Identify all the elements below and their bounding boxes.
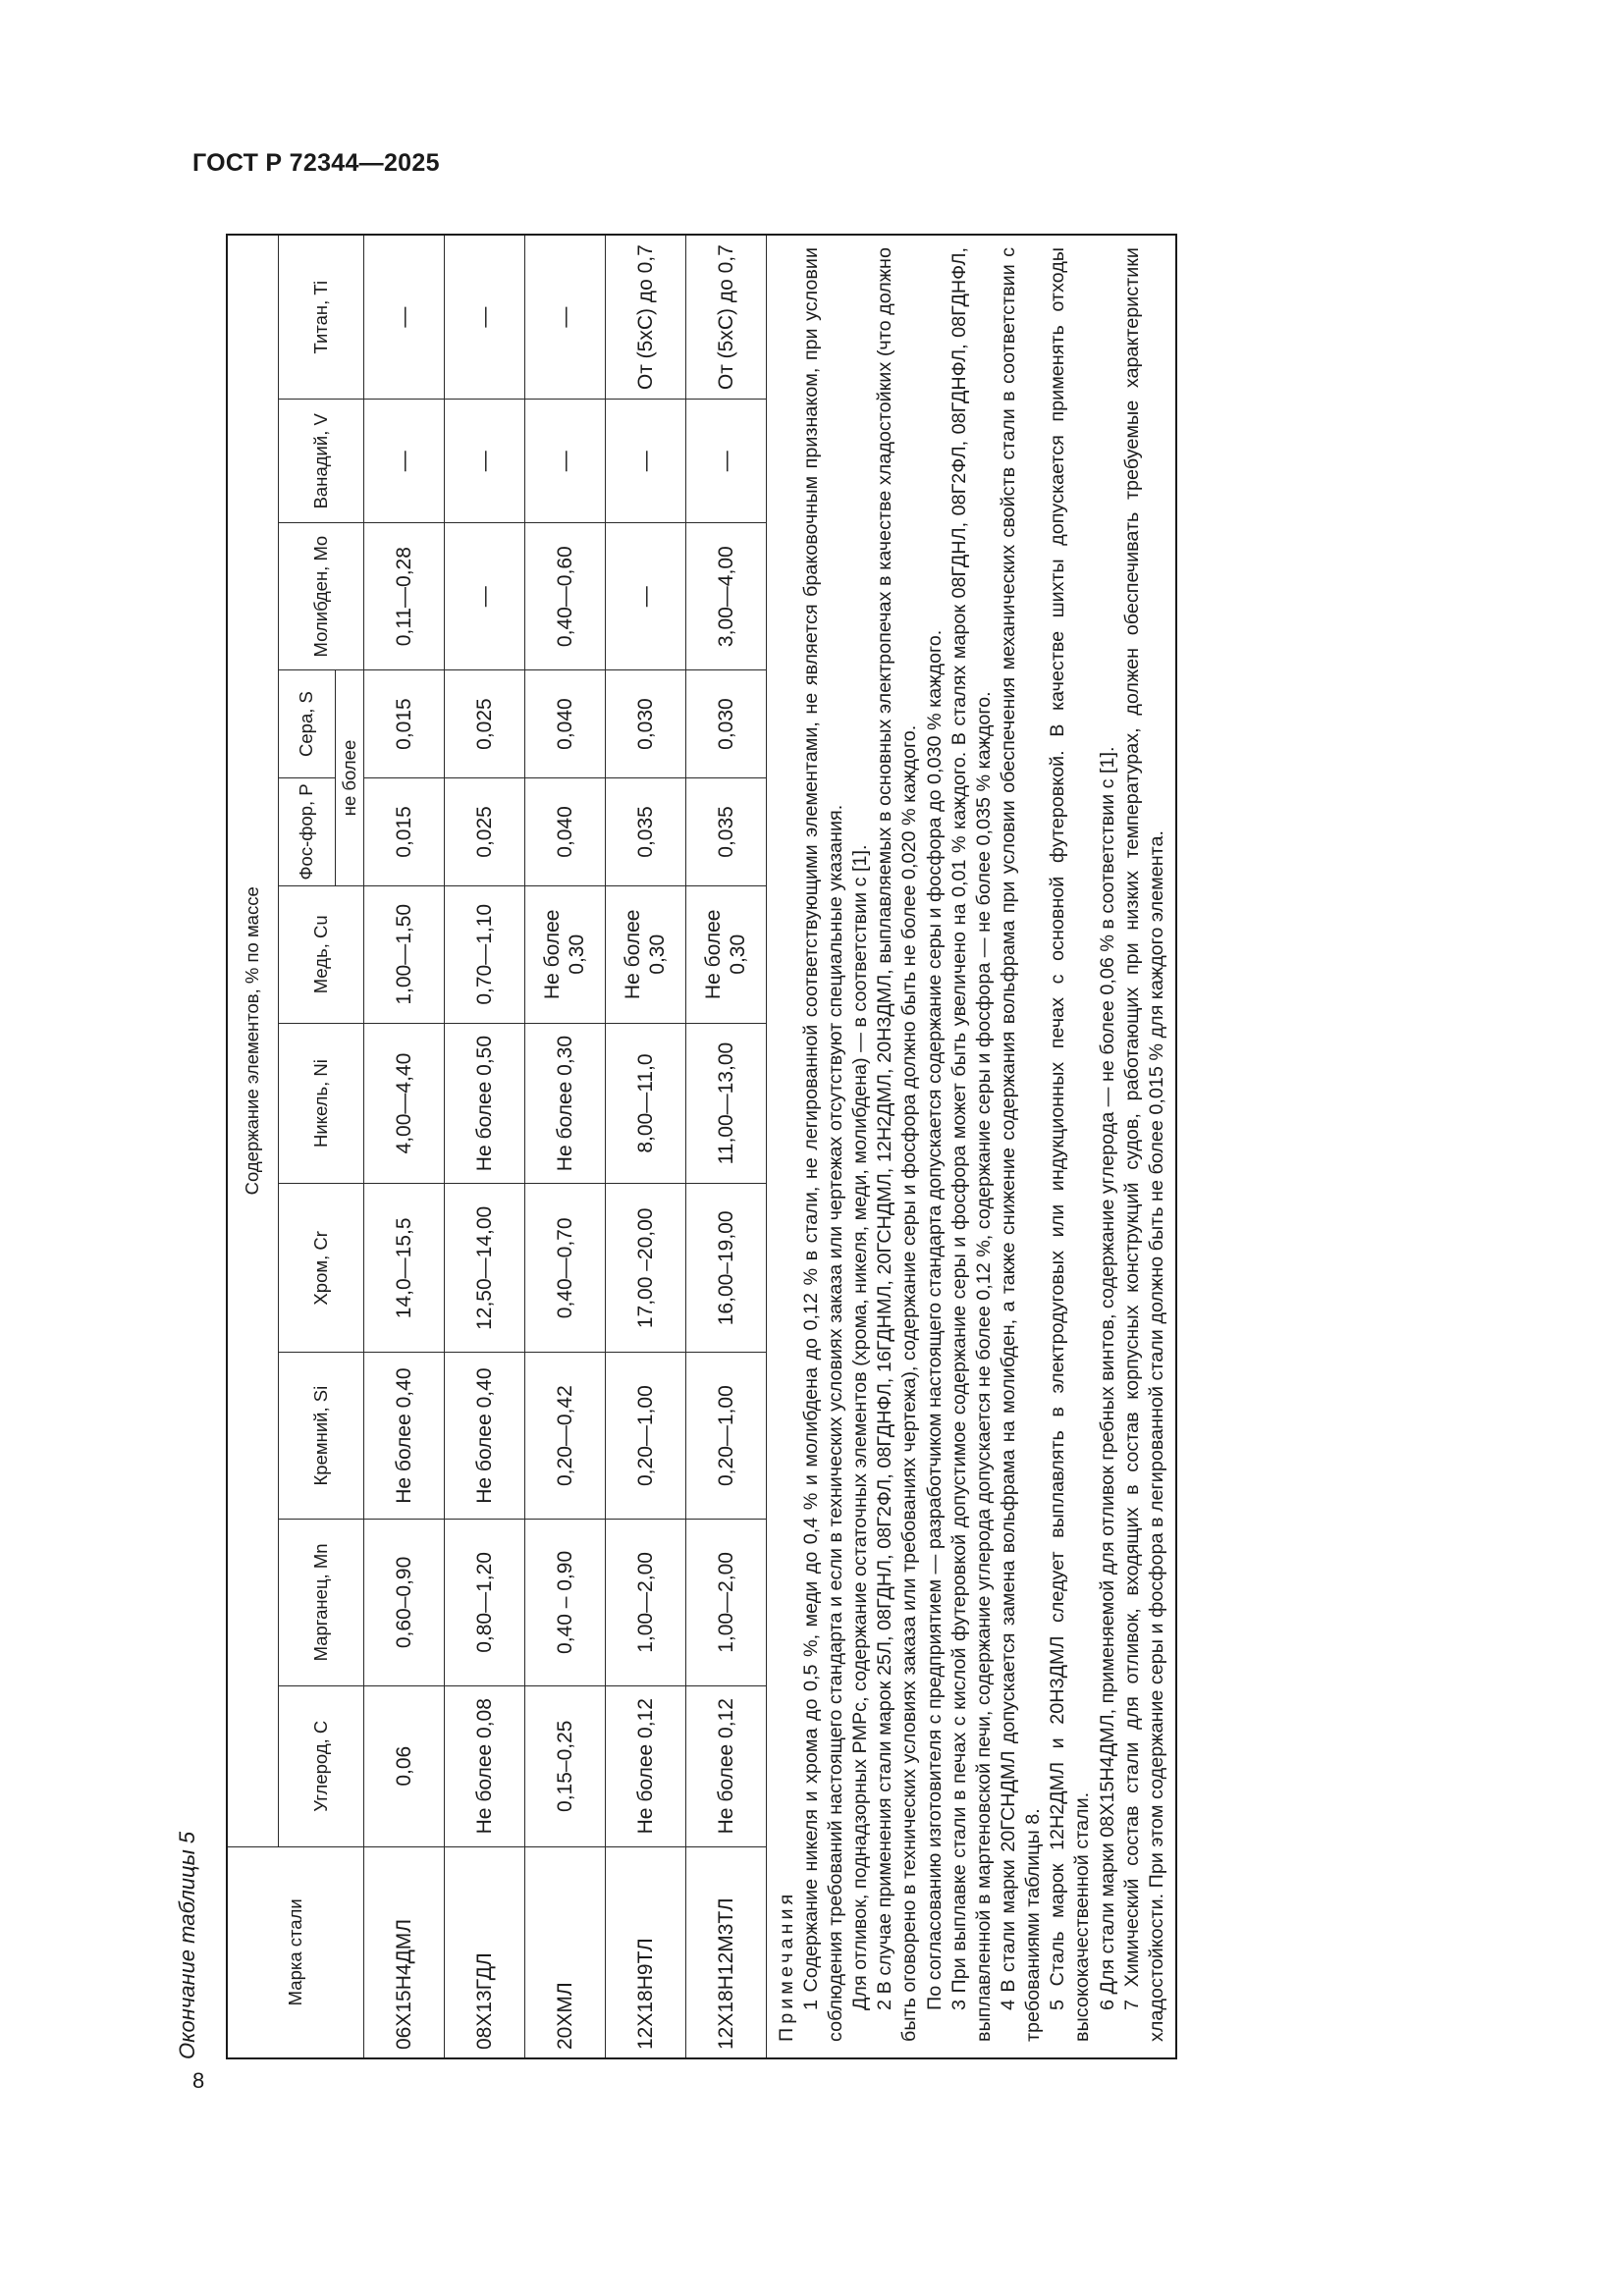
cell-grade: 12Х18Н9ТЛ xyxy=(605,1846,685,2058)
table-cell: 4,00—4,40 xyxy=(363,1023,444,1184)
table-cell: 0,20—1,00 xyxy=(685,1353,766,1520)
table-cell: 0,70—1,10 xyxy=(444,885,524,1023)
group-header: Содержание элементов, % по массе xyxy=(227,235,278,1846)
table-cell: 0,20—1,00 xyxy=(605,1353,685,1520)
table-cell: 0,80—1,20 xyxy=(444,1520,524,1686)
table-cell: — xyxy=(685,400,766,523)
col-header: Титан, Ti xyxy=(278,235,363,400)
table-cell: 0,040 xyxy=(524,670,605,778)
table-cell: 0,015 xyxy=(363,778,444,886)
cell-grade: 06Х15Н4ДМЛ xyxy=(363,1846,444,2058)
table-cell: — xyxy=(444,523,524,670)
document-header: ГОСТ Р 72344—2025 xyxy=(192,149,440,177)
table-cell: Не более 0,40 xyxy=(444,1353,524,1520)
cell-grade: 08Х13ГДЛ xyxy=(444,1846,524,2058)
table-row xyxy=(363,235,444,2058)
cell-grade: 12Х18Н12М3ТЛ xyxy=(685,1846,766,2058)
table-row xyxy=(685,235,766,2058)
notes-cell xyxy=(766,235,1176,2058)
table-cell: — xyxy=(605,400,685,523)
note-item: 6 Для стали марки 08Х15Н4ДМЛ, применяемой для отливок гребных винтов, содержание углерода — не более 0,06 % в соответствии с [1]. xyxy=(1096,746,1118,2010)
table-cell: — xyxy=(524,235,605,400)
note-item: Для отливок, поднадзорных РМРс, содержание остаточных элементов (хрома, никеля, меди, молибдена) — в соответствии с [1]. xyxy=(849,844,872,2010)
table-cell: 0,20—0,42 xyxy=(524,1353,605,1520)
table-cell: 0,11—0,28 xyxy=(363,523,444,670)
table-cell: От (5хС) до 0,7 xyxy=(685,235,766,400)
table-cell: 1,00—1,50 xyxy=(363,885,444,1023)
sub-header-not-more: не более xyxy=(335,670,363,886)
table-cell: 0,60–0,90 xyxy=(363,1520,444,1686)
table-cell: Не более 0,30 xyxy=(685,885,766,1023)
col-header: Молибден, Mo xyxy=(278,523,363,670)
table-cell: 0,030 xyxy=(685,670,766,778)
table-cell: — xyxy=(444,400,524,523)
table-cell: — xyxy=(605,523,685,670)
col-header: Сера, S xyxy=(278,670,335,778)
col-header: Хром, Cr xyxy=(278,1184,363,1353)
note-item: 4 В стали марки 20ГСНДМЛ допускается замена вольфрама на молибден, а также снижение содержания вольфрама при условии обеспечения механических свойств стали в соответствии с требованиями таблицы 8. xyxy=(997,247,1045,2042)
col-header: Никель, Ni xyxy=(278,1023,363,1184)
table-cell: Не более 0,12 xyxy=(685,1685,766,1846)
table-cell: 17,00 –20,00 xyxy=(605,1184,685,1353)
table-cell: 0,025 xyxy=(444,670,524,778)
table-cell: 0,40—0,60 xyxy=(524,523,605,670)
note-item: 3 При выплавке стали в печах с кислой футеровкой допустимое содержание серы и фосфора может быть увеличено на 0,01 % каждого. В сталях марок 08ГДНЛ, 08Г2ФЛ, 08ГДНФЛ, 08ГДНФЛ, выплавленной в мартеновской печи, содержание углерода допускается не более 0,12 %, содержание серы и фосфора — не более 0,035 % каждого. xyxy=(947,247,995,2042)
col-header: Фос-фор, P xyxy=(278,778,335,886)
table-cell: 16,00–19,00 xyxy=(685,1184,766,1353)
table-cell: 0,035 xyxy=(605,778,685,886)
table-cell: 0,15–0,25 xyxy=(524,1685,605,1846)
table-cell: 0,035 xyxy=(685,778,766,886)
table-cell: 8,00—11,0 xyxy=(605,1023,685,1184)
table-caption: Окончание таблицы 5 xyxy=(175,1831,199,2059)
col-header: Кремний, Si xyxy=(278,1353,363,1520)
table-cell: 11,00—13,00 xyxy=(685,1023,766,1184)
table-cell: 0,030 xyxy=(605,670,685,778)
table-cell: 0,040 xyxy=(524,778,605,886)
col-header: Марганец, Mn xyxy=(278,1520,363,1686)
note-item: 7 Химический состав стали для отливок, входящих в состав корпусных конструкций судов, работающих при низких температурах, должен обеспечивать требуемые характеристики хладостойкости. При этом содержание серы и фосфора в легированной стали должно быть не более 0,015 % для каждого элемента. xyxy=(1120,247,1167,2042)
note-item: 1 Содержание никеля и хрома до 0,5 %, меди до 0,4 % и молибдена до 0,12 % в стали, не легированной соответствующими элементами, не является браковочным признаком, при условии соблюдения требований настоящего стандарта и если в технических условиях заказа или чертежах отсутствуют специальные указания. xyxy=(799,247,846,2042)
table-cell: 1,00—2,00 xyxy=(605,1520,685,1686)
notes-title: Примечания xyxy=(775,1890,797,2042)
table-cell: — xyxy=(363,235,444,400)
table-cell: — xyxy=(524,400,605,523)
table-cell: Не более 0,30 xyxy=(605,885,685,1023)
table-cell: Не более 0,50 xyxy=(444,1023,524,1184)
table-cell: — xyxy=(363,400,444,523)
col-header: Углерод, C xyxy=(278,1685,363,1846)
table-cell: Не более 0,40 xyxy=(363,1353,444,1520)
table-cell: 0,015 xyxy=(363,670,444,778)
col-header: Ванадий, V xyxy=(278,400,363,523)
table-cell: 14,0—15,5 xyxy=(363,1184,444,1353)
table-cell: 0,06 xyxy=(363,1685,444,1846)
col-header: Медь, Cu xyxy=(278,885,363,1023)
table-row xyxy=(524,235,605,2058)
table-cell: 0,025 xyxy=(444,778,524,886)
table-cell: Не более 0,30 xyxy=(524,1023,605,1184)
table-cell: Не более 0,30 xyxy=(524,885,605,1023)
table-cell: 1,00—2,00 xyxy=(685,1520,766,1686)
table-row xyxy=(605,235,685,2058)
note-item: 5 Сталь марок 12Н2ДМЛ и 20Н3ДМЛ следует выплавлять в электродуговых или индукционных печах с основной футеровкой. В качестве шихты допускается применять отходы высококачественной стали. xyxy=(1047,247,1094,2042)
table-row xyxy=(444,235,524,2058)
table-cell: От (5хС) до 0,7 xyxy=(605,235,685,400)
table-cell: 0,40—0,70 xyxy=(524,1184,605,1353)
table-cell: 3,00—4,00 xyxy=(685,523,766,670)
notes-row xyxy=(766,235,1176,2058)
note-item: По согласованию изготовителя с предприятием — разработчиком настоящего стандарта допускается содержание серы и фосфора до 0,030 % каждого. xyxy=(923,629,946,2010)
table-cell: 0,40 – 0,90 xyxy=(524,1520,605,1686)
table-cell: Не более 0,08 xyxy=(444,1685,524,1846)
table-cell: 12,50—14,00 xyxy=(444,1184,524,1353)
table-cell: Не более 0,12 xyxy=(605,1685,685,1846)
rotated-table-area xyxy=(175,224,1422,2059)
col-header-grade: Марка стали xyxy=(227,1846,363,2058)
page-number: 8 xyxy=(192,2068,205,2093)
note-item: 2 В случае применения стали марок 25Л, 08ГДНЛ, 08Г2ФЛ, 08ГДНФЛ, 16ГДНМЛ, 20ГСНДМЛ, 12Н2ДМЛ, 20Н3ДМЛ, выплавляемых в основных электропечах в качестве хладостойких (что должно быть оговорено в технических условиях заказа или требованиях чертежа), содержание серы и фосфора должно быть не более 0,020 % каждого. xyxy=(874,247,921,2042)
table-cell: — xyxy=(444,235,524,400)
steel-composition-table xyxy=(226,234,1177,2059)
cell-grade: 20ХМЛ xyxy=(524,1846,605,2058)
